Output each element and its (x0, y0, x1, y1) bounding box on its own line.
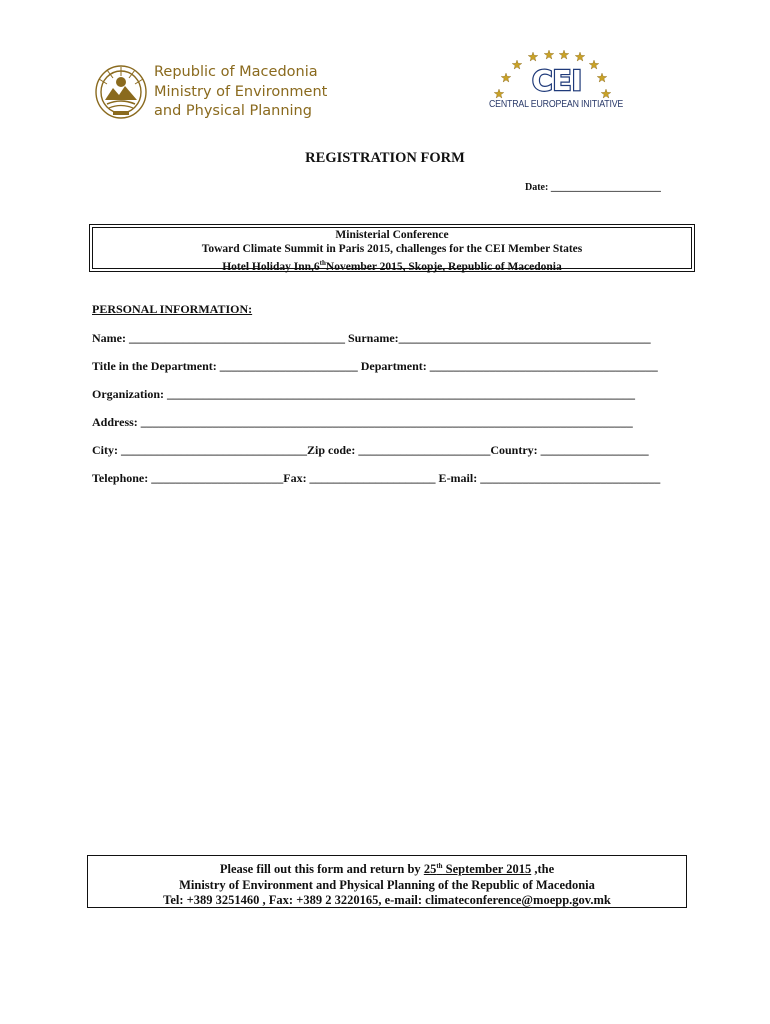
ministry-line: and Physical Planning (154, 103, 312, 119)
venue-sup: th (319, 259, 326, 267)
return-instruction (88, 859, 686, 878)
return-instructions-box (87, 855, 687, 908)
cei-stars-icon (488, 48, 628, 100)
conference-title: Ministerial Conference (335, 229, 449, 241)
cei-caption: CENTRAL EUROPEAN INITIATIVE (489, 99, 624, 110)
form-title: REGISTRATION FORM (305, 150, 465, 166)
address-field[interactable]: Address: __________________________________________________________________________________ (92, 415, 633, 429)
ministry-name (154, 63, 327, 122)
deadline-month: September 2015 (442, 862, 532, 877)
ministry-recipient: Ministry of Environment and Physical Planning of the Republic of Macedonia (179, 877, 595, 892)
deadline-date (424, 862, 531, 876)
venue-pre: Hotel Holiday Inn,6 (222, 260, 320, 273)
personal-info-heading: PERSONAL INFORMATION: (92, 302, 253, 316)
return-post: ,the (531, 862, 555, 877)
ministry-logo (93, 62, 353, 124)
ministry-line: Ministry of Environment (154, 83, 328, 100)
conference-info-box (89, 224, 695, 272)
ministry-line: Republic of Macedonia (154, 64, 318, 80)
organization-field[interactable]: Organization: ______________________________________________________________________________ (92, 387, 635, 401)
date-field[interactable]: Date: ______________________ (525, 182, 661, 193)
city-zip-country-fields[interactable]: City: _______________________________Zip code: ______________________Country: __________________ (92, 443, 649, 457)
conference-subtitle: Toward Climate Summit in Paris 2015, challenges for the CEI Member States (201, 243, 583, 255)
venue-post: November 2015, Skopje, Republic of Macedonia (325, 260, 562, 273)
return-pre: Please fill out this form and return by (219, 862, 424, 877)
title-department-fields[interactable]: Title in the Department: _______________________ Department: ______________________________________ (92, 359, 658, 373)
deadline-day: 25 (423, 862, 437, 877)
macedonia-coat-of-arms-icon (93, 62, 149, 120)
cei-acronym: CEI (532, 64, 583, 97)
contact-details: Tel: +389 3251460 , Fax: +389 2 3220165, e-mail: climateconference@moepp.gov.mk (163, 893, 611, 908)
cei-logo (488, 48, 628, 120)
telephone-fax-email-fields[interactable]: Telephone: ______________________Fax: _____________________ E-mail: ______________________________ (92, 471, 661, 485)
conference-venue (90, 256, 694, 274)
name-surname-fields[interactable]: Name: ____________________________________ Surname:__________________________________________ (92, 331, 651, 345)
deadline-sup: th (436, 862, 443, 870)
